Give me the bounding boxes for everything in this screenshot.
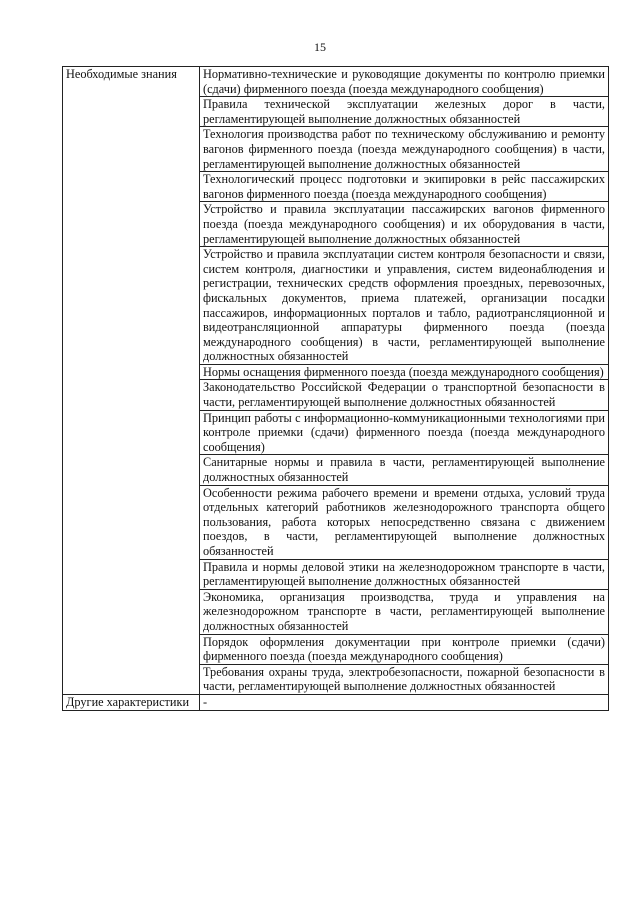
knowledge-item: Особенности режима рабочего времени и времени отдыха, условий труда отдельных категорий работников железнодорожного транспорта общего пользования, работа которых непосредственно связана с движением поездов, в части, регламентирующей выполнение должностных обязанностей — [200, 485, 609, 559]
section-label-knowledge: Необходимые знания — [63, 67, 200, 695]
requirements-table — [62, 66, 609, 711]
knowledge-item: Устройство и правила эксплуатации систем контроля безопасности и связи, систем контроля, диагностики и управления, систем видеонаблюдения и регистрации, технических средств оформления проездных, перевозочных, фискальных документов, приема платежей, организации посадки пассажиров, информационных порталов и табло, радиотрансляционной и видеотрансляционной аппаратуры фирменного поезда (поезда международного сообщения) в части, регламентирующей выполнение должностных обязанностей — [200, 247, 609, 365]
knowledge-item: Правила технической эксплуатации железных дорог в части, регламентирующей выполнение должностных обязанностей — [200, 97, 609, 127]
knowledge-item: Законодательство Российской Федерации о транспортной безопасности в части, регламентирующей выполнение должностных обязанностей — [200, 380, 609, 410]
knowledge-item: Технологический процесс подготовки и экипировки в рейс пассажирских вагонов фирменного поезда (поезда международного сообщения) — [200, 172, 609, 202]
knowledge-item: Санитарные нормы и правила в части, регламентирующей выполнение должностных обязанностей — [200, 455, 609, 485]
page-number: 15 — [314, 40, 326, 54]
knowledge-item: Устройство и правила эксплуатации пассажирских вагонов фирменного поезда (поезда международного сообщения) и их оборудования в части, регламентирующей выполнение должностных обязанностей — [200, 202, 609, 247]
knowledge-item: Принцип работы с информационно-коммуникационными технологиями при контроле приемки (сдачи) фирменного поезда (поезда международного сообщения) — [200, 410, 609, 455]
table-row — [63, 694, 609, 710]
knowledge-item: Экономика, организация производства, труда и управления на железнодорожном транспорте в части, регламентирующей выполнение должностных обязанностей — [200, 589, 609, 634]
knowledge-item: Порядок оформления документации при контроле приемки (сдачи) фирменного поезда (поезда международного сообщения) — [200, 634, 609, 664]
knowledge-item: Нормы оснащения фирменного поезда (поезда международного сообщения) — [200, 364, 609, 380]
knowledge-item: Требования охраны труда, электробезопасности, пожарной безопасности в части, регламентирующей выполнение должностных обязанностей — [200, 664, 609, 694]
knowledge-item: Нормативно-технические и руководящие документы по контролю приемки (сдачи) фирменного поезда (поезда международного сообщения) — [200, 67, 609, 97]
knowledge-item: Технология производства работ по техническому обслуживанию и ремонту вагонов фирменного поезда (поезда международного сообщения) в части, регламентирующей выполнение должностных обязанностей — [200, 127, 609, 172]
knowledge-item: Правила и нормы деловой этики на железнодорожном транспорте в части, регламентирующей выполнение должностных обязанностей — [200, 559, 609, 589]
other-item: - — [200, 694, 609, 710]
section-label-other: Другие характеристики — [63, 694, 200, 710]
table-row — [63, 67, 609, 97]
